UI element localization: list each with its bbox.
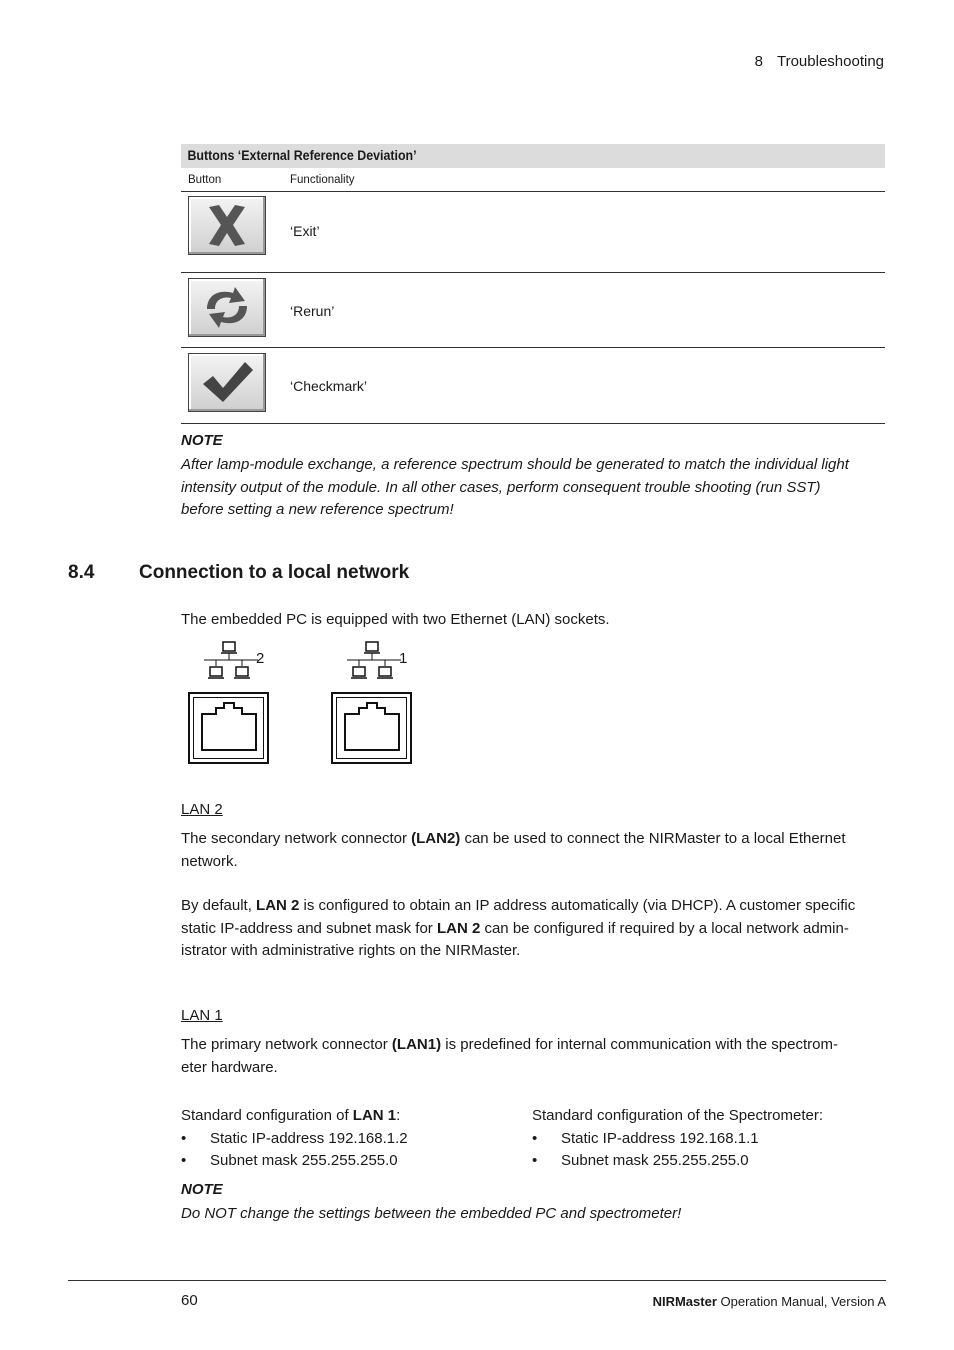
socket-label: 2 <box>256 650 265 667</box>
checkmark-icon <box>188 353 266 412</box>
note-line: before setting a new reference spectrum! <box>181 501 454 518</box>
table-row <box>181 348 885 424</box>
network-icon <box>345 638 408 682</box>
lan2-paragraph-1: The secondary network connector (LAN2) can be used to connect the NIRMaster to a local Ethernet network. <box>181 830 846 870</box>
lan2-paragraph-2: By default, LAN 2 is configured to obtain an IP address automatically (via DHCP). A customer specific static IP-address and subnet mask for LAN 2 can be configured if required by a local network admin- istrator with administrative rights on the NIRMaster. <box>181 897 856 959</box>
lan1-socket <box>331 638 421 764</box>
rj45-port <box>331 692 412 764</box>
network-icon <box>202 638 265 682</box>
list-item: • Static IP-address 192.168.1.2 <box>181 1128 521 1151</box>
row-label: ‘Rerun’ <box>290 303 335 319</box>
note-line: intensity output of the module. In all other cases, perform consequent trouble shooting (run SST) <box>181 478 821 496</box>
table-title: Buttons ‘External Reference Deviation’ <box>181 144 885 168</box>
column-header-button: Button <box>188 174 222 186</box>
chapter-number: 8 <box>754 53 763 70</box>
row-label: ‘Checkmark’ <box>290 378 368 394</box>
socket-label: 1 <box>399 650 408 667</box>
buttons-table <box>181 144 885 424</box>
list-item: • Subnet mask 255.255.255.0 <box>532 1150 882 1173</box>
note-text: Do NOT change the settings between the embedded PC and spectrometer! <box>181 1205 682 1222</box>
footer-divider <box>68 1280 886 1281</box>
lan1-paragraph: The primary network connector (LAN1) is predefined for internal communication with the spectrom- eter hardware. <box>181 1036 838 1076</box>
list-item: • Static IP-address 192.168.1.1 <box>532 1128 882 1151</box>
intro-text: The embedded PC is equipped with two Ethernet (LAN) sockets. <box>181 611 610 628</box>
table-row <box>181 273 885 348</box>
lan1-heading: LAN 1 <box>181 1007 223 1024</box>
section-number: 8.4 <box>68 562 95 583</box>
chapter-title: Troubleshooting <box>776 53 884 70</box>
exit-x-icon <box>188 196 266 255</box>
note-heading: NOTE <box>181 1181 223 1198</box>
column-header-functionality: Functionality <box>290 174 355 186</box>
config-lan1: Standard configuration of LAN 1: • Static IP-address 192.168.1.2 • Subnet mask 255.255.255.0 <box>181 1105 521 1173</box>
rerun-arrows-icon <box>188 278 266 337</box>
running-header <box>755 53 884 70</box>
row-label: ‘Exit’ <box>290 223 320 239</box>
rj45-port <box>188 692 269 764</box>
table-row <box>181 192 885 273</box>
note-heading: NOTE <box>181 432 223 449</box>
footer-doc-title: NIRMaster Operation Manual, Version A <box>652 1294 886 1309</box>
note-line: After lamp-module exchange, a reference spectrum should be generated to match the individual light <box>181 456 849 473</box>
table-header <box>181 168 885 192</box>
note-text <box>181 454 901 522</box>
page-number: 60 <box>181 1292 198 1309</box>
lan2-socket <box>188 638 278 764</box>
list-item: • Subnet mask 255.255.255.0 <box>181 1150 521 1173</box>
section-title: Connection to a local network <box>139 562 410 583</box>
config-spectrometer: Standard configuration of the Spectrometer: • Static IP-address 192.168.1.1 • Subnet mask 255.255.255.0 <box>532 1105 882 1173</box>
lan2-heading: LAN 2 <box>181 801 223 818</box>
